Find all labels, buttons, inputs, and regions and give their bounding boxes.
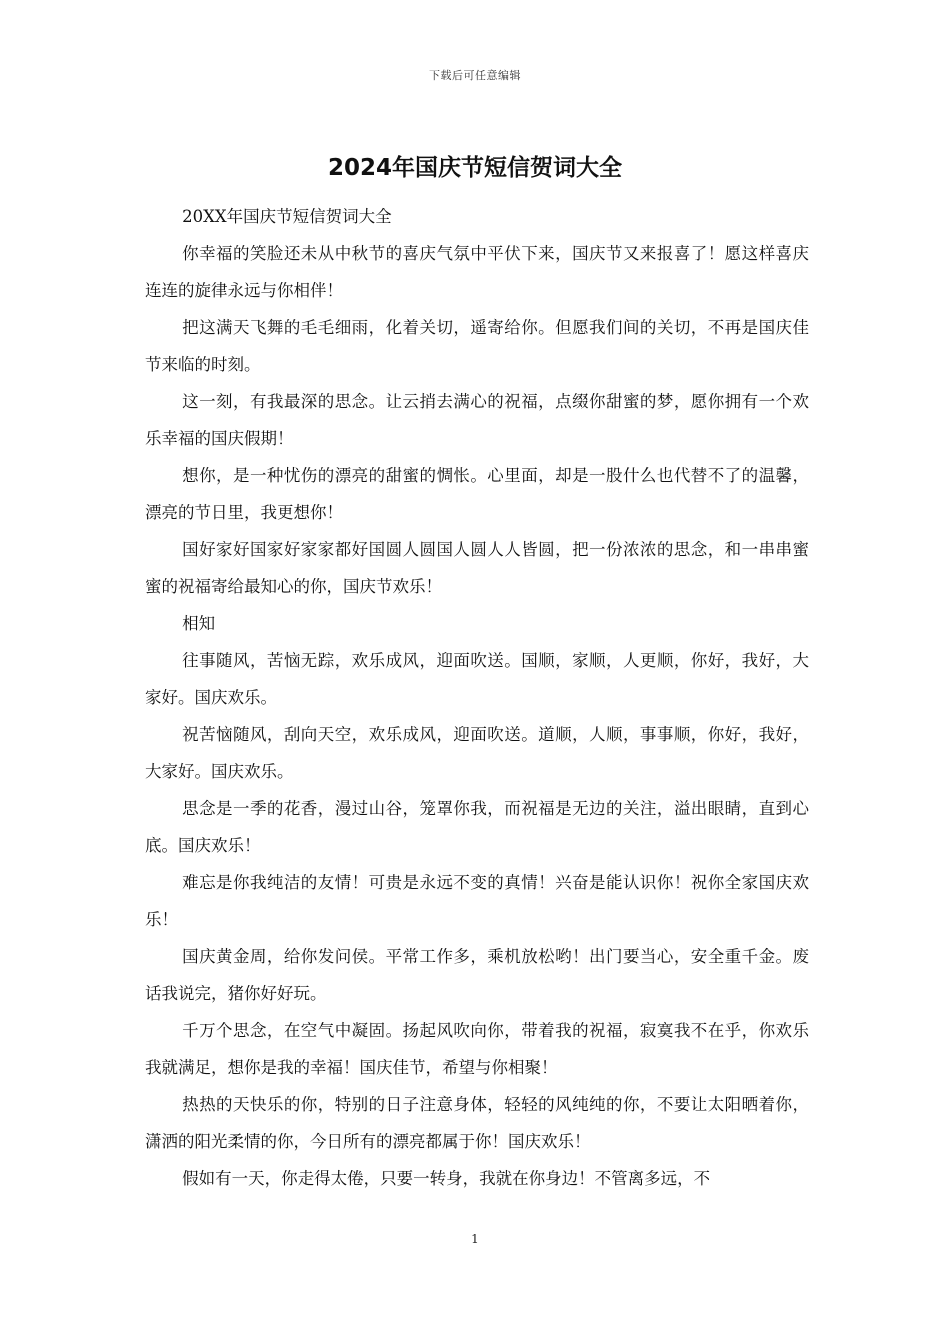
paragraph: 20XX年国庆节短信贺词大全: [182, 207, 392, 226]
document-body: [145, 198, 809, 1197]
page-number: 1: [471, 1232, 479, 1246]
paragraph: 思念是一季的花香，漫过山谷，笼罩你我，而祝福是无边的关注，溢出眼睛，直到心底。国庆欢乐！: [145, 799, 809, 855]
paragraph: 难忘是你我纯洁的友情！可贵是永远不变的真情！兴奋是能认识你！祝你全家国庆欢乐！: [145, 873, 809, 929]
paragraph: 相知: [182, 614, 216, 633]
paragraph: 热热的天快乐的你，特别的日子注意身体，轻轻的风纯纯的你，不要让太阳晒着你，潇洒的阳光柔情的你，今日所有的漂亮都属于你！国庆欢乐！: [145, 1095, 809, 1151]
paragraph: 这一刻，有我最深的思念。让云捎去满心的祝福，点缀你甜蜜的梦，愿你拥有一个欢乐幸福的国庆假期！: [145, 392, 809, 448]
paragraph: 想你，是一种忧伤的漂亮的甜蜜的惆怅。心里面，却是一股什么也代替不了的温馨，漂亮的节日里，我更想你！: [145, 466, 809, 522]
paragraph: 假如有一天，你走得太倦，只要一转身，我就在你身边！不管离多远，不: [182, 1169, 711, 1188]
paragraph: 祝苦恼随风，刮向天空，欢乐成风，迎面吹送。道顺，人顺，事事顺，你好，我好，大家好。国庆欢乐。: [145, 725, 809, 781]
paragraph: 千万个思念，在空气中凝固。扬起风吹向你，带着我的祝福，寂寞我不在乎，你欢乐我就满足，想你是我的幸福！国庆佳节，希望与你相聚！: [145, 1021, 809, 1077]
document-title: 2024年国庆节短信贺词大全: [327, 155, 622, 181]
paragraph: 国庆黄金周，给你发问侯。平常工作多，乘机放松哟！出门要当心，安全重千金。废话我说完，猪你好好玩。: [145, 947, 809, 1003]
paragraph: 国好家好国家好家家都好国圆人圆国人圆人人皆圆，把一份浓浓的思念，和一串串蜜蜜的祝福寄给最知心的你，国庆节欢乐！: [145, 540, 809, 596]
paragraph: 把这满天飞舞的毛毛细雨，化着关切，遥寄给你。但愿我们间的关切，不再是国庆佳节来临的时刻。: [145, 318, 809, 374]
paragraph: 往事随风，苦恼无踪，欢乐成风，迎面吹送。国顺，家顺，人更顺，你好，我好，大家好。国庆欢乐。: [145, 651, 809, 707]
page-header: 下载后可任意编辑: [429, 69, 521, 82]
paragraph: 你幸福的笑脸还未从中秋节的喜庆气氛中平伏下来，国庆节又来报喜了！愿这样喜庆连连的旋律永远与你相伴！: [145, 244, 809, 300]
